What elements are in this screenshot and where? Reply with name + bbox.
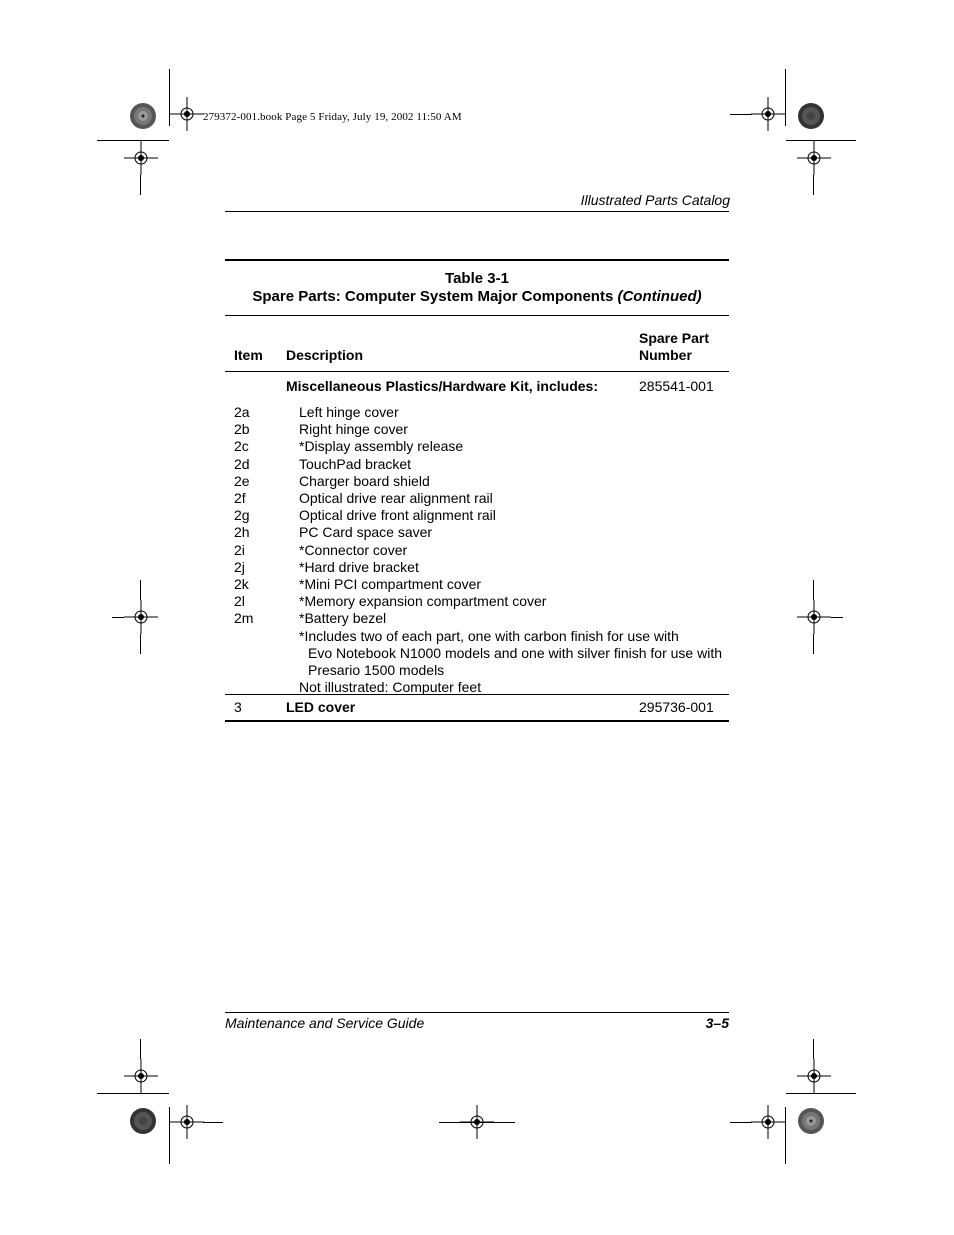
crop-line xyxy=(439,1122,515,1123)
table-bottom-rule xyxy=(225,720,729,722)
footnote-line: Evo Notebook N1000 models and one with silver finish for use with xyxy=(308,645,722,662)
registration-target-icon xyxy=(797,600,831,634)
crop-line xyxy=(785,69,786,126)
crop-line xyxy=(813,1039,814,1059)
crop-line xyxy=(140,580,141,600)
registration-target-icon xyxy=(124,141,158,175)
table-row-led xyxy=(225,695,729,720)
list-item xyxy=(225,593,729,610)
item-description: *Battery bezel xyxy=(299,610,387,627)
footer-rule xyxy=(225,1012,729,1013)
list-item xyxy=(225,542,729,559)
footnote-line: Presario 1500 models xyxy=(308,662,445,679)
table-row-kit xyxy=(225,372,729,694)
item-description: *Connector cover xyxy=(299,541,408,558)
item-id: 2i xyxy=(234,541,245,558)
item-description: Optical drive front alignment rail xyxy=(299,507,496,524)
list-item xyxy=(225,404,729,421)
crop-line xyxy=(813,580,814,600)
registration-target-icon xyxy=(124,1059,158,1093)
item-id: 2a xyxy=(234,404,250,420)
item-id: 2k xyxy=(234,575,249,592)
crop-line xyxy=(813,175,814,195)
list-item xyxy=(225,438,729,455)
footer-guide-title: Maintenance and Service Guide xyxy=(225,1015,425,1031)
item-description: LED cover xyxy=(286,699,356,715)
list-item xyxy=(225,524,729,541)
spare-parts-table xyxy=(225,259,729,722)
item-description: Right hinge cover xyxy=(299,421,408,438)
kit-items-list xyxy=(225,404,729,627)
crop-line xyxy=(203,1122,223,1123)
item-description: Optical drive rear alignment rail xyxy=(299,489,493,506)
item-id: 2j xyxy=(234,558,245,575)
page-number: 3–5 xyxy=(705,1015,729,1031)
list-item xyxy=(225,610,729,627)
table-title-continued: (Continued) xyxy=(617,288,702,305)
print-slug: 279372-001.book Page 5 Friday, July 19, 2002 11:50 AM xyxy=(203,111,462,123)
table-title xyxy=(225,288,729,306)
item-description: Left hinge cover xyxy=(299,404,399,420)
item-id: 2b xyxy=(234,421,250,438)
crop-line xyxy=(140,175,141,195)
starburst-registration-icon xyxy=(797,102,825,130)
item-id: 3 xyxy=(234,699,242,715)
registration-target-icon xyxy=(124,600,158,634)
registration-target-icon xyxy=(170,97,204,131)
item-description: *Mini PCI compartment cover xyxy=(299,575,482,592)
starburst-registration-icon xyxy=(129,1107,157,1135)
list-item xyxy=(225,576,729,593)
header-rule xyxy=(225,211,729,212)
item-description: TouchPad bracket xyxy=(299,455,412,472)
table-header-row xyxy=(225,316,729,371)
crop-line xyxy=(730,1122,752,1123)
item-id: 2m xyxy=(234,610,254,627)
item-id: 2h xyxy=(234,524,250,541)
registration-target-icon xyxy=(751,1105,785,1139)
item-id: 2d xyxy=(234,455,250,472)
list-item xyxy=(225,456,729,473)
table-caption xyxy=(225,261,729,315)
crop-line xyxy=(831,617,843,618)
item-description: *Display assembly release xyxy=(299,438,464,455)
table-title-text: Spare Parts: Computer System Major Components xyxy=(252,288,618,305)
item-id: 2l xyxy=(234,593,245,610)
list-item xyxy=(225,507,729,524)
item-description: *Hard drive bracket xyxy=(299,558,419,575)
kit-footnote xyxy=(299,628,722,680)
item-id: 2c xyxy=(234,438,249,455)
kit-description: Miscellaneous Plastics/Hardware Kit, includes: xyxy=(286,378,598,394)
list-item xyxy=(225,421,729,438)
list-item xyxy=(225,490,729,507)
list-item xyxy=(225,473,729,490)
crop-line xyxy=(140,1039,141,1059)
column-header-spare-part-number xyxy=(639,330,709,364)
crop-line xyxy=(813,634,814,654)
registration-target-icon xyxy=(797,141,831,175)
not-illustrated-note: Not illustrated: Computer feet xyxy=(299,679,482,695)
running-header: Illustrated Parts Catalog xyxy=(580,192,730,208)
column-header-line: Spare Part xyxy=(639,330,710,346)
crop-line xyxy=(112,617,124,618)
registration-target-icon xyxy=(751,97,785,131)
item-part-number: 295736-001 xyxy=(639,699,714,715)
item-id: 2e xyxy=(234,472,250,489)
registration-target-icon xyxy=(797,1059,831,1093)
column-header-item: Item xyxy=(234,347,263,363)
crop-line xyxy=(785,1107,786,1164)
registration-target-icon xyxy=(170,1105,204,1139)
column-header-description: Description xyxy=(286,347,364,363)
crop-line xyxy=(140,634,141,654)
starburst-registration-icon xyxy=(797,1107,825,1135)
item-description: Charger board shield xyxy=(299,472,430,489)
item-description: *Memory expansion compartment cover xyxy=(299,593,547,610)
crop-line xyxy=(786,1093,856,1094)
starburst-registration-icon xyxy=(129,102,157,130)
crop-line xyxy=(97,1093,169,1094)
item-id: 2g xyxy=(234,507,250,524)
list-item xyxy=(225,559,729,576)
column-header-line: Number xyxy=(639,347,692,363)
footnote-line: *Includes two of each part, one with carbon finish for use with xyxy=(299,628,679,644)
crop-line xyxy=(730,114,752,115)
item-id: 2f xyxy=(234,489,246,506)
item-description: PC Card space saver xyxy=(299,524,433,541)
table-number: Table 3-1 xyxy=(445,270,509,287)
kit-part-number: 285541-001 xyxy=(639,378,714,394)
